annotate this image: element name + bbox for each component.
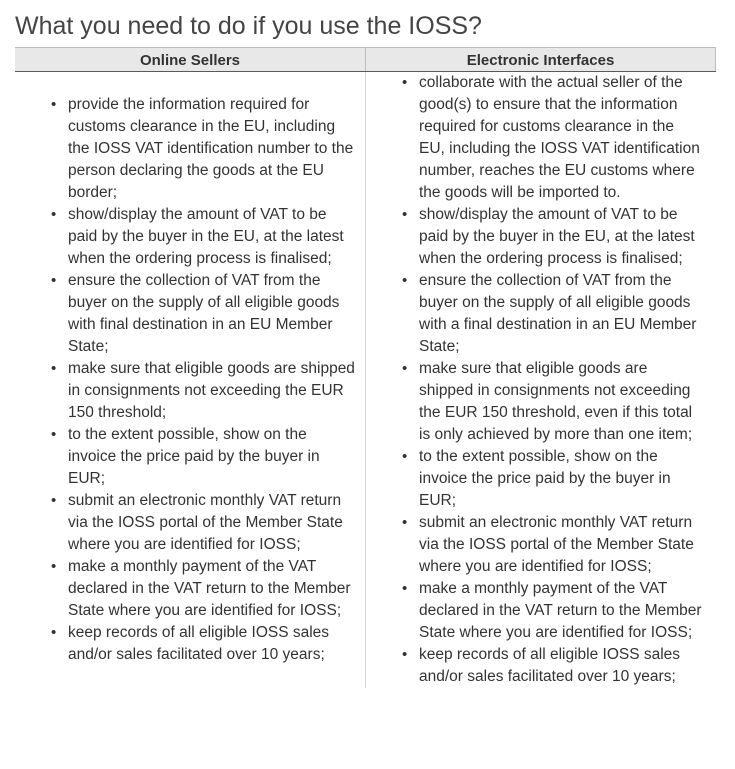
bullet-icon: • — [402, 646, 408, 663]
bullet-icon: • — [51, 206, 57, 223]
bullet-icon: • — [51, 558, 57, 575]
list-item — [51, 490, 355, 556]
list-item — [51, 358, 355, 424]
list-item-text: show/display the amount of VAT to be paid by the buyer in the EU, at the latest when the ordering process is finalised; — [419, 206, 695, 267]
list-item-text: make sure that eligible goods are shipped in consignments not exceeding the EUR 150 threshold; — [68, 360, 355, 421]
bullet-icon: • — [402, 360, 408, 377]
list-item-text: submit an electronic monthly VAT return via the IOSS portal of the Member State where you are identified for IOSS; — [68, 492, 343, 553]
online-sellers-list — [15, 94, 365, 666]
bullet-icon: • — [402, 272, 408, 289]
list-item-text: keep records of all eligible IOSS sales and/or sales facilitated over 10 years; — [419, 646, 681, 685]
list-item-text: make a monthly payment of the VAT declared in the VAT return to the Member State where you are identified for IOSS; — [419, 580, 702, 641]
table-row — [15, 72, 716, 689]
table-header-row — [15, 48, 716, 72]
list-item-text: keep records of all eligible IOSS sales and/or sales facilitated over 10 years; — [68, 624, 330, 663]
column-header-online-sellers: Online Sellers — [15, 48, 366, 72]
list-item — [402, 578, 704, 644]
list-item — [402, 644, 704, 688]
bullet-icon: • — [402, 580, 408, 597]
list-item — [402, 446, 704, 512]
bullet-icon: • — [51, 492, 57, 509]
list-item-text: make a monthly payment of the VAT declared in the VAT return to the Member State where you are identified for IOSS; — [68, 558, 351, 619]
bullet-icon: • — [51, 96, 57, 113]
bullet-icon: • — [51, 624, 57, 641]
bullet-icon: • — [51, 426, 57, 443]
list-item — [51, 424, 355, 490]
list-item-text: submit an electronic monthly VAT return via the IOSS portal of the Member State where you are identified for IOSS; — [419, 514, 694, 575]
list-item — [402, 72, 704, 204]
list-item-text: ensure the collection of VAT from the buyer on the supply of all eligible goods with a final destination in an EU Member State; — [419, 272, 697, 355]
list-item-text: make sure that eligible goods are shipped in consignments not exceeding the EUR 150 threshold, even if this total is only achieved by more than one item; — [419, 360, 693, 443]
page-title: What you need to do if you use the IOSS? — [15, 12, 482, 40]
list-item-text: ensure the collection of VAT from the buyer on the supply of all eligible goods with final destination in an EU Member State; — [68, 272, 340, 355]
list-item — [51, 94, 355, 204]
list-item-text: provide the information required for customs clearance in the EU, including the IOSS VAT identification number to the person declaring the goods at the EU border; — [68, 96, 354, 201]
list-item — [51, 204, 355, 270]
list-item — [402, 358, 704, 446]
bullet-icon: • — [402, 448, 408, 465]
online-sellers-cell — [15, 72, 366, 689]
bullet-icon: • — [51, 360, 57, 377]
list-item-text: show/display the amount of VAT to be paid by the buyer in the EU, at the latest when the ordering process is finalised; — [68, 206, 344, 267]
list-item — [402, 512, 704, 578]
list-item — [402, 204, 704, 270]
electronic-interfaces-cell — [366, 72, 716, 689]
bullet-icon: • — [402, 206, 408, 223]
ioss-obligations-table — [15, 47, 716, 688]
list-item — [51, 622, 355, 666]
bullet-icon: • — [402, 74, 408, 91]
bullet-icon: • — [51, 272, 57, 289]
list-item — [402, 270, 704, 358]
list-item — [51, 556, 355, 622]
list-item-text: collaborate with the actual seller of the good(s) to ensure that the information required for customs clearance in the EU, including the IOSS VAT identification number, reaches the EU customs where the goods will be imported to. — [419, 74, 700, 201]
list-item — [51, 270, 355, 358]
column-header-electronic-interfaces: Electronic Interfaces — [366, 48, 716, 72]
list-item-text: to the extent possible, show on the invoice the price paid by the buyer in EUR; — [419, 448, 671, 509]
bullet-icon: • — [402, 514, 408, 531]
electronic-interfaces-list — [366, 72, 716, 688]
list-item-text: to the extent possible, show on the invoice the price paid by the buyer in EUR; — [68, 426, 320, 487]
